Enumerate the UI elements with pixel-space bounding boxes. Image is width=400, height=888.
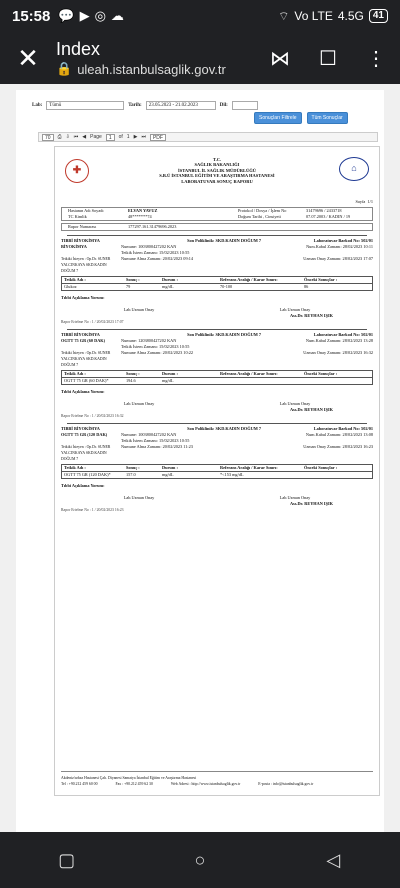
- wifi-icon: ⌔: [278, 8, 290, 23]
- system-icons: [278, 9, 388, 24]
- col-previous: Önceki Sonuçlar :: [304, 371, 338, 376]
- table-row: [62, 378, 372, 384]
- lock-icon: 🔒: [56, 61, 73, 76]
- section-divider: [67, 423, 367, 424]
- accept-time: Num.Kabul Zamanı: 28/02/2023 13:08: [305, 432, 373, 437]
- page-title: Index: [56, 39, 101, 59]
- page-input[interactable]: 1: [106, 134, 115, 141]
- filter-results-button[interactable]: Sonuçları Filtrele: [254, 112, 302, 124]
- test-previous: 86: [304, 284, 309, 289]
- test-unit: mg/dL: [162, 378, 174, 383]
- col-status: Durum :: [162, 371, 178, 376]
- date-value: 23.05.2023 - 21.02.2023: [148, 102, 198, 108]
- col-result: Sonuç :: [126, 371, 140, 376]
- filter-bar: [32, 98, 382, 112]
- col-status: Durum :: [162, 465, 178, 470]
- sample-no: Numune: 1003800427202 KAN: [121, 244, 177, 249]
- report-print-info: Rapor Ertelme No : 1 / 20/02/2023 17:07: [61, 320, 124, 324]
- tc-value: 48*******74: [128, 214, 152, 219]
- sample-time: Numune Alma Zamanı: 20/02/2023 09:14: [121, 256, 194, 261]
- of-label: of: [118, 134, 123, 140]
- page-number-label: Sayfa: [355, 199, 366, 204]
- footer-mail: E-posta : info@istanbulsaglik.gov.tr: [258, 782, 314, 786]
- section-meta-3: [61, 256, 373, 274]
- tc-label: TC Kimlik: [68, 214, 87, 219]
- department: TIBBİ BİYOKİMYA: [61, 426, 100, 431]
- requesting-doctor: Tetkiki İsteyen : Op.Dr. SUNER YALCINKAYA SKD.KADIN DOĞUM 7: [61, 445, 111, 461]
- test-unit: mg/dL: [162, 284, 174, 289]
- footer-fax: Fax : +90.212 459 62 30: [115, 782, 153, 786]
- test-result: 157.0: [126, 472, 136, 477]
- results-table: [61, 276, 373, 291]
- polyclinic: Son Poliklinik: SKD.KADIN DOĞUM 7: [187, 332, 261, 337]
- battery-icon: 41: [369, 9, 388, 23]
- ministry-logo-icon: ✚: [65, 159, 89, 183]
- home-icon[interactable]: ○: [194, 849, 206, 870]
- approving-doctor: Ass.Dr. REYHAN IŞIK: [289, 407, 333, 412]
- approval-right: Lab.Uzman Onay: [279, 401, 311, 406]
- footer-web: Web Adresi : http://www.istanbulsaglik.gov.tr: [170, 782, 241, 786]
- bookmark-icon[interactable]: ☐: [319, 47, 337, 70]
- request-time: Tetkik İstem Zamanı: 15/02/2023 10:55: [121, 438, 190, 443]
- patient-row-2: [62, 214, 372, 220]
- lab-report: [54, 146, 380, 796]
- report-number-label: Rapor Numarası: [68, 224, 97, 229]
- results-table: [61, 370, 373, 385]
- section-divider: [67, 329, 367, 330]
- col-test: Tetkik Adı :: [64, 371, 86, 376]
- date-label: Tarih:: [128, 102, 142, 108]
- notification-icons: [58, 8, 124, 24]
- page-titles: [56, 39, 256, 77]
- chat-icon: 💬: [58, 8, 75, 23]
- proto-label: Protokol / Dosya / İşlem No: [238, 208, 287, 213]
- section-meta-3: [61, 444, 373, 462]
- report-print-info: Rapor Ertelme No : 1 / 20/02/2023 16:32: [61, 414, 124, 418]
- col-test: Tetkik Adı :: [64, 277, 86, 282]
- share-icon[interactable]: ⋈: [270, 47, 290, 70]
- birth-value: 07.07.2003 / KADIN / 19: [306, 214, 351, 219]
- patient-box: [61, 207, 373, 221]
- clock: 15:58: [12, 7, 51, 25]
- dil-label: Dil:: [219, 102, 228, 108]
- close-icon[interactable]: ✕: [17, 42, 39, 73]
- test-name: Glukoz: [64, 284, 77, 289]
- col-result: Sonuç :: [126, 277, 140, 282]
- report-page: [16, 90, 384, 832]
- test-unit: mg/dL: [162, 472, 174, 477]
- col-previous: Önceki Sonuçlar :: [304, 277, 338, 282]
- result-section: [61, 235, 373, 325]
- zoom-select[interactable]: 70: [42, 134, 54, 141]
- polyclinic: Son Poliklinik: SKD.KADIN DOĞUM 7: [187, 238, 261, 243]
- col-reference: Referans Aralığı / Karar Sınırı:: [220, 277, 278, 282]
- lab-barcode: Laboratuvar Barkod No: 502/01: [313, 238, 373, 243]
- date-select[interactable]: [146, 101, 216, 110]
- cloud-icon: ☁: [110, 8, 124, 23]
- lab-barcode: Laboratuvar Barkod No: 502/01: [313, 426, 373, 431]
- page-label: Page: [90, 134, 102, 140]
- col-result: Sonuç :: [126, 465, 140, 470]
- lte-indicator: Vo LTE: [294, 9, 333, 23]
- export-icon[interactable]: ⇩: [65, 134, 70, 140]
- lab-select[interactable]: [46, 101, 124, 110]
- next-page-icon[interactable]: ▶: [133, 134, 138, 140]
- prev-page-icon[interactable]: ◀: [82, 134, 87, 140]
- test-result: 79: [126, 284, 131, 289]
- web-content[interactable]: [0, 84, 400, 832]
- report-footer: [61, 771, 373, 787]
- recents-icon[interactable]: ▢: [58, 849, 76, 870]
- proto-value: 31479696 / 2433718: [306, 208, 342, 213]
- url-text: uleah.istanbulsaglik.gov.tr: [77, 61, 226, 77]
- dil-select[interactable]: [232, 101, 258, 110]
- youtube-icon: ▶: [79, 8, 90, 23]
- all-results-button[interactable]: Tüm Sonuçlar: [307, 112, 348, 124]
- approval-right: Lab.Uzman Onay: [279, 307, 311, 312]
- accept-time: Num.Kabul Zamanı: 28/02/2023 10:11: [306, 244, 373, 249]
- results-header: [62, 277, 372, 284]
- header-line-2: SAĞLIK BAKANLIĞI: [194, 162, 240, 168]
- col-reference: Referans Aralığı / Karar Sınırı:: [220, 465, 278, 470]
- hospital-logo-icon: ⌂: [339, 157, 369, 181]
- system-navigation-bar: [0, 832, 400, 888]
- first-page-icon[interactable]: ⏮: [73, 134, 79, 140]
- name-label: Hastanın Adı Soyadı: [68, 208, 104, 213]
- results-table: [61, 464, 373, 479]
- accept-time: Num.Kabul Zamanı: 28/02/2023 13:28: [305, 338, 373, 343]
- report-header: [55, 147, 379, 199]
- medical-note-label: Tıbbi Açıklama Yorum:: [61, 483, 105, 488]
- approval-right: Lab.Uzman Onay: [279, 495, 311, 500]
- medical-note-label: Tıbbi Açıklama Yorum:: [61, 295, 105, 300]
- last-page-icon[interactable]: ⏭: [141, 134, 146, 140]
- col-reference: Referans Aralığı / Karar Sınırı:: [220, 371, 278, 376]
- approval-left: Lab.Uzman Onay: [123, 401, 155, 406]
- url-bar[interactable]: [56, 61, 256, 77]
- lab-barcode: Laboratuvar Barkod No: 502/01: [313, 332, 373, 337]
- result-section: [61, 423, 373, 513]
- table-row: [62, 472, 372, 478]
- section-meta-3: [61, 350, 373, 368]
- test-group: BİYOKİMYA: [61, 244, 87, 249]
- sample-no: Numune: 1003800427202 KAN: [121, 432, 177, 437]
- sample-time: Numune Alma Zamanı: 20/02/2023 10:22: [121, 350, 194, 355]
- report-viewer-toolbar: [38, 132, 378, 142]
- patient-name: ELVAN YAVUZ: [128, 208, 158, 213]
- lab-label: Lab:: [32, 102, 43, 108]
- browser-toolbar: [0, 32, 400, 84]
- approval-time: Uzman Onay Zamanı: 28/02/2023 16:23: [303, 444, 373, 449]
- page-number: [55, 199, 379, 205]
- approval-left: Lab.Uzman Onay: [123, 307, 155, 312]
- requesting-doctor: Tetkiki İsteyen : Op.Dr. SUNER YALCINKAYA SKD.KADIN DOĞUM 7: [61, 351, 111, 367]
- footer-contacts: [61, 781, 373, 787]
- footer-tel: Tel : +90.212 459 60 00: [61, 782, 98, 786]
- col-previous: Önceki Sonuçlar :: [304, 465, 338, 470]
- more-icon[interactable]: ⋮: [366, 47, 386, 70]
- section-divider: [67, 235, 367, 236]
- lab-value: Tümü: [49, 102, 62, 108]
- page-number-value: 1/1: [367, 199, 373, 204]
- instagram-icon: ◎: [94, 8, 106, 23]
- medical-note-label: Tıbbi Açıklama Yorum:: [61, 389, 105, 394]
- polyclinic: Son Poliklinik: SKD.KADIN DOĞUM 7: [187, 426, 261, 431]
- birth-label: Doğum Tarihi , Cinsiyeti: [238, 214, 281, 219]
- sample-time: Numune Alma Zamanı: 20/02/2023 11:23: [121, 444, 193, 449]
- approving-doctor: Ass.Dr. REYHAN IŞIK: [289, 313, 333, 318]
- result-sections: [55, 235, 379, 513]
- request-time: Tetkik İstem Zamanı: 15/02/2023 10:55: [121, 250, 190, 255]
- format-select[interactable]: PDF: [150, 134, 166, 141]
- department: TIBBİ BİYOKİMYA: [61, 238, 100, 243]
- department: TIBBİ BİYOKİMYA: [61, 332, 100, 337]
- report-number-box: [61, 223, 373, 231]
- test-group: OGTT 75 GR (60 DAK): [61, 338, 106, 343]
- test-group: OGTT 75 GR (120 DAK): [61, 432, 108, 437]
- header-line-3: İSTANBUL İL SAĞLIK MÜDÜRLÜĞÜ: [177, 167, 257, 173]
- test-result: 194.6: [126, 378, 136, 383]
- col-test: Tetkik Adı :: [64, 465, 86, 470]
- table-row: [62, 284, 372, 290]
- header-line-4: S.B.Ü İSTANBUL EĞİTİM VE ARAŞTIRMA HASTANESİ: [159, 173, 275, 179]
- print-icon[interactable]: ⎙: [57, 134, 62, 140]
- test-previous: [304, 378, 370, 384]
- test-name: OGTT 75 GR (60 DAK)*: [64, 378, 109, 383]
- status-bar: [0, 0, 400, 32]
- network-indicator: 4.5G: [337, 9, 364, 23]
- test-name: OGTT 75 GR (120 DAK)*: [64, 472, 111, 477]
- report-print-info: Rapor Ertelme No : 1 / 20/02/2023 16:23: [61, 508, 124, 512]
- col-status: Durum :: [162, 277, 178, 282]
- approving-doctor: Ass.Dr. REYHAN IŞIK: [289, 501, 333, 506]
- test-reference: [220, 378, 304, 384]
- approval-left: Lab.Uzman Onay: [123, 495, 155, 500]
- requesting-doctor: Tetkiki İsteyen : Op.Dr. SUNER YALCINKAYA SKD.KADIN DOĞUM 7: [61, 257, 111, 273]
- result-section: [61, 329, 373, 419]
- report-number-value: 177297.161.31479696.2023: [128, 224, 177, 229]
- filter-buttons: [254, 112, 348, 124]
- approval-time: Uzman Onay Zamanı: 28/02/2023 16:32: [303, 350, 373, 355]
- test-reference: 70-100: [220, 284, 233, 289]
- results-header: [62, 465, 372, 472]
- sample-no: Numune: 1203800427202 KAN: [121, 338, 177, 343]
- request-time: Tetkik İstem Zamanı: 15/02/2023 10:55: [121, 344, 190, 349]
- header-line-1: T.C.: [212, 157, 222, 162]
- test-previous: [304, 472, 370, 478]
- results-header: [62, 371, 372, 378]
- header-line-5: LABORATUVAR SONUÇ RAPORU: [181, 178, 253, 184]
- page-total: 1: [126, 134, 130, 140]
- approval-time: Uzman Onay Zamanı: 28/02/2023 17:07: [303, 256, 373, 261]
- back-icon[interactable]: ◁: [326, 849, 341, 870]
- footer-address: Akdeniz/arbaz Hastanesi Çalı. Diyanesi Samatya İstanbul Eğitim ve Araştırma Hastanesi: [61, 776, 197, 780]
- test-reference: *<153 mg/dL: [220, 472, 244, 477]
